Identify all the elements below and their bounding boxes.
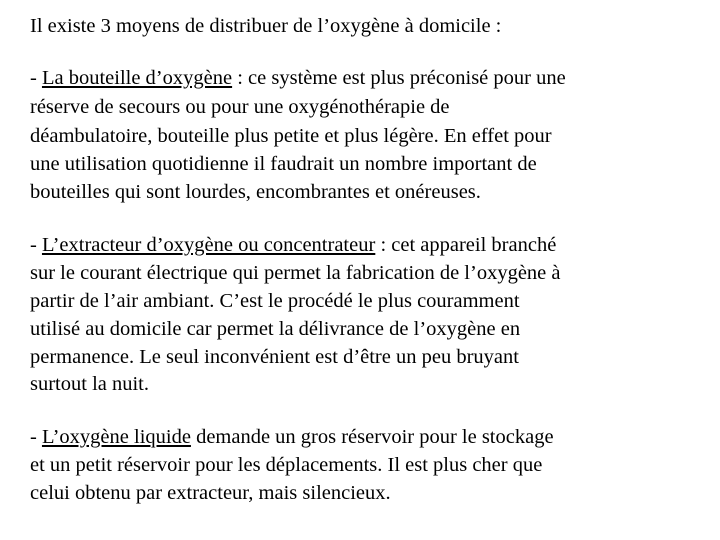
- bullet-dash: -: [30, 234, 42, 256]
- section-term: L’oxygène liquide: [41, 426, 191, 448]
- section-line: surtout la nuit.: [30, 373, 150, 395]
- section-line: celui obtenu par extracteur, mais silencieux.: [30, 482, 391, 504]
- section-line: permanence. Le seul inconvénient est d’être un peu bruyant: [30, 346, 519, 368]
- section-line: réserve de secours ou pour une oxygénothérapie de: [30, 96, 450, 118]
- section-line: partir de l’air ambiant. C’est le procédé le plus couramment: [30, 290, 520, 312]
- section-line: utilisé au domicile car permet la délivrance de l’oxygène en: [30, 318, 521, 340]
- section-first-line: [30, 233, 556, 257]
- section-line: sur le courant électrique qui permet la fabrication de l’oxygène à: [30, 262, 561, 284]
- section-line: bouteilles qui sont lourdes, encombrantes et onéreuses.: [30, 181, 481, 203]
- section-term: La bouteille d’oxygène: [41, 67, 233, 89]
- section-term: L’extracteur d’oxygène ou concentrateur: [41, 234, 376, 256]
- section-text: : ce système est plus préconisé pour une: [232, 67, 566, 89]
- section-text: demande un gros réservoir pour le stockage: [190, 426, 554, 448]
- section-line: déambulatoire, bouteille plus petite et plus légère. En effet pour: [30, 125, 552, 147]
- section-text: : cet appareil branché: [375, 234, 557, 256]
- section-first-line: [30, 425, 554, 449]
- section-first-line: [30, 66, 566, 90]
- intro-text: Il existe 3 moyens de distribuer de l’oxygène à domicile :: [30, 15, 502, 37]
- bullet-dash: -: [30, 426, 42, 448]
- section-line: et un petit réservoir pour les déplacements. Il est plus cher que: [30, 454, 543, 476]
- bullet-dash: -: [30, 67, 42, 89]
- section-line: une utilisation quotidienne il faudrait un nombre important de: [30, 153, 537, 175]
